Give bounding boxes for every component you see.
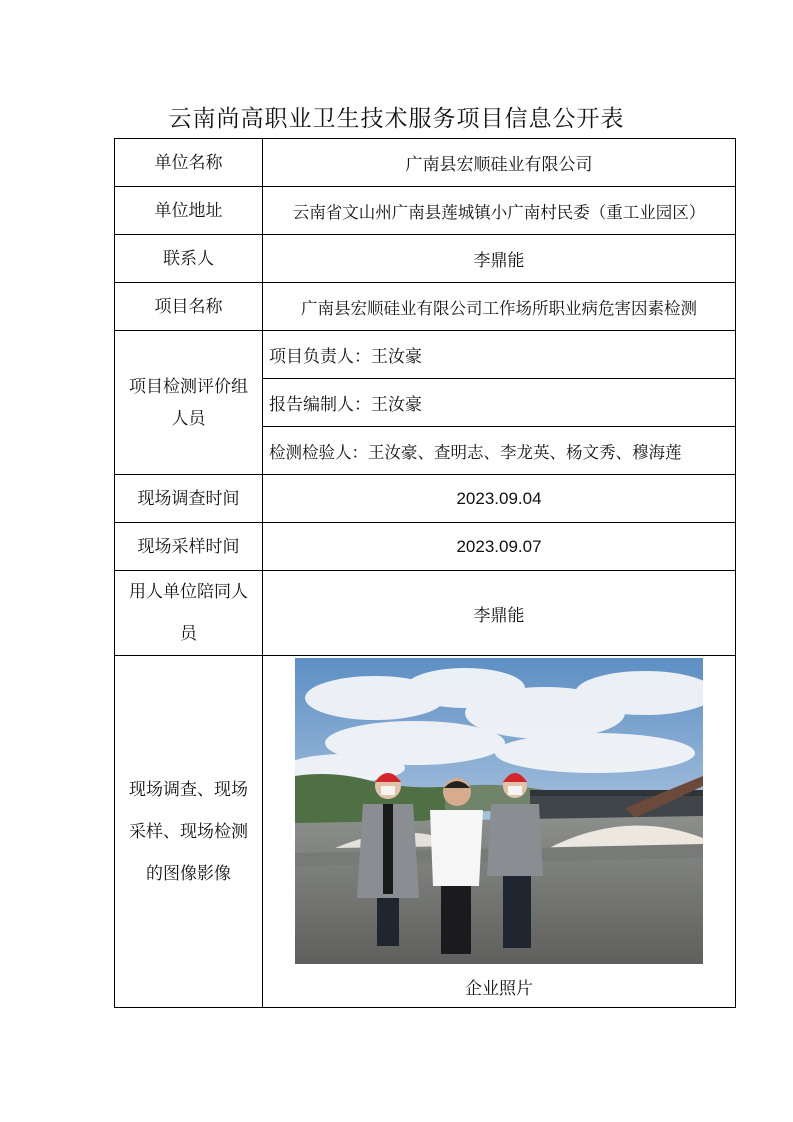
contact-label: 联系人 — [115, 235, 263, 283]
site-photo — [295, 658, 703, 964]
table-row — [115, 571, 736, 656]
sampling-time-value: 2023.09.07 — [263, 523, 736, 571]
images-label: 现场调查、现场采样、现场检测的图像影像 — [115, 656, 263, 1008]
escort-label: 用人单位陪同人员 — [115, 571, 263, 656]
table-row — [115, 523, 736, 571]
survey-time-value: 2023.09.04 — [263, 475, 736, 523]
page-title: 云南尚高职业卫生技术服务项目信息公开表 — [168, 106, 625, 132]
team-inspectors: 检测检验人：王汝豪、查明志、李龙英、杨文秀、穆海莲 — [263, 427, 736, 475]
project-name-label: 项目名称 — [115, 283, 263, 331]
survey-time-label: 现场调查时间 — [115, 475, 263, 523]
sampling-time-label: 现场采样时间 — [115, 523, 263, 571]
escort-value: 李鼎能 — [263, 571, 736, 656]
table-row — [115, 235, 736, 283]
photo-caption: 企业照片 — [465, 979, 533, 999]
table-row — [115, 139, 736, 187]
unit-address-value: 云南省文山州广南县莲城镇小广南村民委（重工业园区） — [263, 187, 736, 235]
table-row — [115, 187, 736, 235]
table-row — [115, 475, 736, 523]
table-row — [115, 283, 736, 331]
team-leader: 项目负责人：王汝豪 — [263, 331, 736, 379]
table-row — [115, 656, 736, 1008]
team-label: 项目检测评价组人员 — [115, 331, 263, 475]
info-table — [114, 138, 736, 1008]
table-row — [115, 331, 736, 379]
team-report-author: 报告编制人：王汝豪 — [263, 379, 736, 427]
contact-value: 李鼎能 — [263, 235, 736, 283]
project-name-value: 广南县宏顺硅业有限公司工作场所职业病危害因素检测 — [263, 283, 736, 331]
unit-name-value: 广南县宏顺硅业有限公司 — [263, 139, 736, 187]
images-cell — [263, 656, 736, 1008]
unit-address-label: 单位地址 — [115, 187, 263, 235]
unit-name-label: 单位名称 — [115, 139, 263, 187]
